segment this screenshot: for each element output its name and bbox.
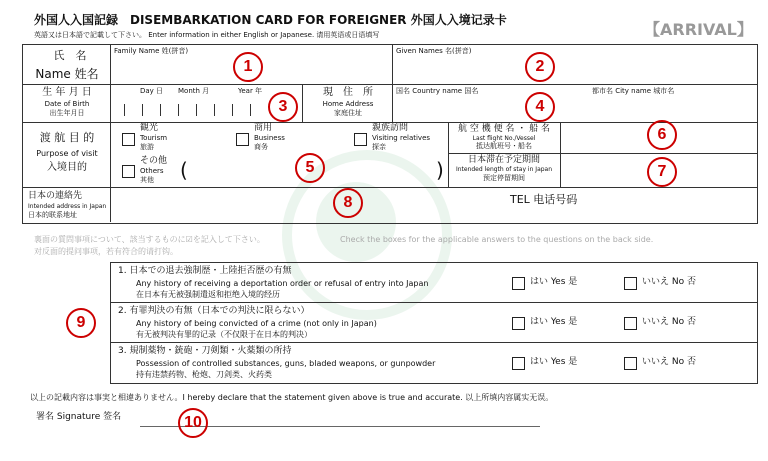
q1-no-checkbox[interactable]: [624, 277, 637, 290]
stay-label-jp: 日本滞在予定期間: [467, 155, 540, 165]
home-address-label-en: Home Address: [322, 100, 374, 108]
home-address-label-cn: 家庭住址: [334, 109, 362, 117]
questions-intro-jp: 裏面の質問事項について、該当するものに☑を記入して下さい。: [34, 235, 265, 244]
tel-field[interactable]: [590, 190, 752, 218]
others-label-en: Others: [140, 167, 164, 175]
question-2-jp: 2. 有罪判決の有無（日本での判決に限らない）: [118, 306, 310, 316]
row-divider: [22, 187, 757, 188]
marker-2: 2: [525, 52, 555, 82]
q3-yes-label: はい Yes 是: [530, 357, 578, 367]
marker-3: 3: [268, 92, 298, 122]
name-label-en: Name 姓名: [35, 67, 99, 81]
declaration-text: 以上の記載内容は事実と相違ありません。I hereby declare that the statement given above is true and accurate. 以上所填内容属实无误。: [30, 393, 554, 402]
country-label: 国名 Country name 国名: [396, 87, 479, 95]
business-label-jp: 商用: [254, 123, 273, 133]
q2-no-label: いいえ No 否: [642, 317, 696, 327]
question-3-en: Possession of controlled substances, guns, bladed weapons, or gunpowder: [136, 359, 436, 368]
q3-yes-checkbox[interactable]: [512, 357, 525, 370]
marker-8: 8: [333, 188, 363, 218]
checkbox-others[interactable]: [122, 165, 135, 178]
q1-yes-checkbox[interactable]: [512, 277, 525, 290]
row-divider: [110, 342, 757, 343]
row-divider: [448, 153, 757, 154]
others-label-cn: 其他: [140, 176, 154, 184]
flight-label-cn: 抵达航班号・船名: [476, 142, 532, 150]
marker-10: 10: [178, 408, 208, 438]
questions-intro-cn: 对反面的提问事项，若有符合的请打钩。: [34, 247, 178, 256]
tel-label: TEL 电话号码: [510, 193, 578, 206]
family-name-label: Family Name 姓(拼音): [114, 47, 189, 55]
questions-intro-en: Check the boxes for the applicable answers to the questions on the back side.: [340, 235, 654, 244]
others-paren-close: ): [436, 158, 444, 182]
tourism-label-cn: 旅游: [140, 143, 154, 151]
purpose-label-en: Purpose of visit: [36, 149, 98, 158]
tourism-label-jp: 観光: [140, 123, 159, 133]
stay-label-cn: 预定停留期间: [483, 174, 525, 182]
japan-address-field[interactable]: [114, 190, 504, 218]
question-2-cn: 有无被判决有罪的记录（不仅限于在日本的判决）: [136, 330, 312, 339]
home-address-label-jp: 現 住 所: [323, 87, 373, 98]
row-divider: [22, 84, 757, 85]
marker-6: 6: [647, 120, 677, 150]
business-label-cn: 商务: [254, 143, 268, 151]
checkbox-visiting-relatives[interactable]: [354, 133, 367, 146]
relatives-label-cn: 探亲: [372, 143, 386, 151]
marker-1: 1: [233, 52, 263, 82]
question-2-en: Any history of being convicted of a crime (not only in Japan): [136, 319, 377, 328]
contact-label-cn: 日本的联系地址: [28, 211, 77, 219]
col-divider: [560, 122, 561, 187]
marker-7: 7: [647, 157, 677, 187]
q2-yes-checkbox[interactable]: [512, 317, 525, 330]
contact-label-jp: 日本の連絡先: [28, 191, 83, 201]
relatives-label-en: Visiting relatives: [372, 134, 431, 142]
others-label-jp: その他: [140, 156, 168, 166]
dob-label-cn: 出生年月日: [49, 109, 85, 117]
q3-no-checkbox[interactable]: [624, 357, 637, 370]
arrival-stamp: 【ARRIVAL】: [644, 20, 753, 39]
instructions: 英語又は日本語で記載して下さい。 Enter information in either English or Japanese. 请用英语或日语填写: [34, 31, 380, 39]
row-divider: [110, 302, 757, 303]
col-divider: [302, 84, 303, 122]
tourism-label-en: Tourism: [140, 134, 168, 142]
checkbox-business[interactable]: [236, 133, 249, 146]
col-divider: [110, 44, 111, 222]
col-divider: [392, 44, 393, 84]
stay-label-en: Intended length of stay in Japan: [455, 166, 553, 173]
dob-year-label: Year 年: [238, 87, 263, 95]
marker-9: 9: [66, 308, 96, 338]
dob-month-label: Month 月: [178, 87, 210, 95]
question-3-jp: 3. 規制薬物・銃砲・刀剣類・火薬類の所持: [118, 346, 292, 356]
dob-day-label: Day 日: [140, 87, 164, 95]
name-label-jp: 氏 名: [53, 49, 87, 62]
dob-label-en: Date of Birth: [44, 100, 90, 108]
purpose-label-jp: 渡 航 目 的: [39, 131, 95, 144]
dob-field[interactable]: [124, 96, 264, 118]
question-1-jp: 1. 日本での退去強制歴・上陸拒否歴の有無: [118, 266, 292, 276]
q3-no-label: いいえ No 否: [642, 357, 696, 367]
q2-yes-label: はい Yes 是: [530, 317, 578, 327]
given-names-label: Given Names 名(拼音): [396, 47, 472, 55]
checkbox-tourism[interactable]: [122, 133, 135, 146]
flight-label-en: Last flight No./Vessel: [472, 135, 536, 142]
home-address-field[interactable]: [396, 98, 752, 120]
marker-4: 4: [525, 92, 555, 122]
others-paren-open: (: [180, 158, 188, 182]
city-label: 都市名 City name 城市名: [592, 87, 675, 95]
marker-5: 5: [295, 153, 325, 183]
q1-no-label: いいえ No 否: [642, 277, 696, 287]
relatives-label-jp: 親族訪問: [372, 123, 409, 133]
q1-yes-label: はい Yes 是: [530, 277, 578, 287]
given-names-field[interactable]: [396, 58, 752, 82]
card-title: 外国人入国記録 DISEMBARKATION CARD FOR FOREIGNER 外国人入境记录卡: [34, 13, 507, 27]
question-3-cn: 持有违禁药物、枪炮、刀剑类、火药类: [136, 370, 272, 379]
question-1-cn: 在日本有无被强制遣返和拒绝入境的经历: [136, 290, 280, 299]
business-label-en: Business: [254, 134, 285, 142]
contact-label-en: Intended address in Japan: [28, 203, 107, 210]
dob-label-jp: 生 年 月 日: [42, 87, 92, 98]
col-divider: [392, 84, 393, 122]
flight-label-jp: 航 空 機 便 名 ・ 船 名: [457, 124, 551, 134]
purpose-label-cn: 入境目的: [47, 162, 87, 173]
signature-label: 署名 Signature 签名: [36, 412, 122, 422]
q2-no-checkbox[interactable]: [624, 317, 637, 330]
question-1-en: Any history of receiving a deportation order or refusal of entry into Japan: [136, 279, 429, 288]
